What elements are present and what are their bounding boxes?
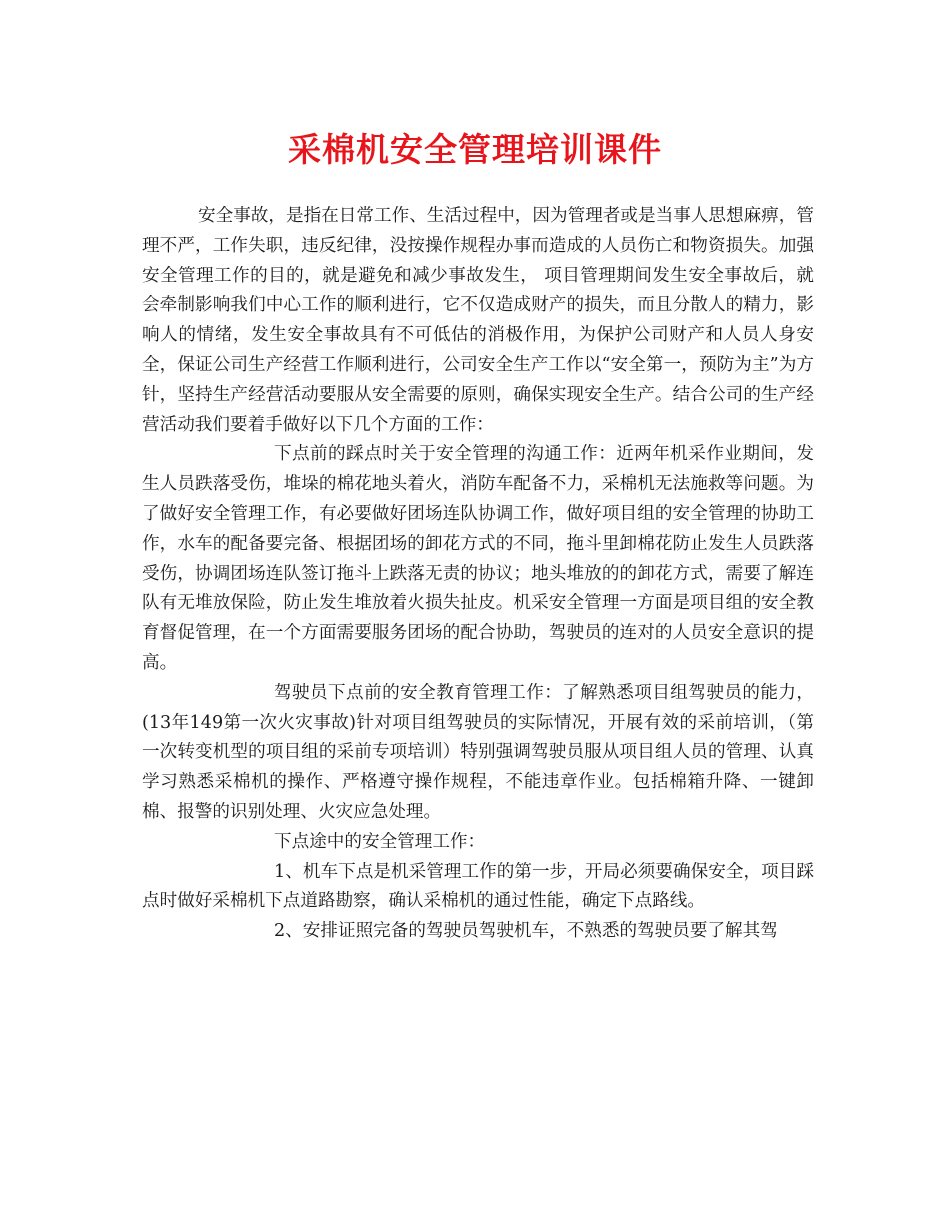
paragraph-en-route-heading: 下点途中的安全管理工作： bbox=[274, 831, 486, 852]
document-body bbox=[142, 202, 814, 947]
document-title: 采棉机安全管理培训课件 bbox=[288, 130, 662, 169]
paragraph-item-1: 1、机车下点是机采管理工作的第一步，开局必须要确保安全，项目踩点时做好采棉机下点道路勘察，确认采棉机的通过性能，确定下点路线。 bbox=[142, 861, 814, 912]
paragraph-item-2: 2、安排证照完备的驾驶员驾驶机车，不熟悉的驾驶员要了解其驾 bbox=[274, 921, 778, 942]
paragraph-intro: 安全事故，是指在日常工作、生活过程中，因为管理者或是当事人思想麻痹，管理不严，工作失职，违反纪律，没按操作规程办事而造成的人员伤亡和物资损失。加强安全管理工作的目的，就是避免和减少事故发生， 项目管理期间发生安全事故后，就会牵制影响我们中心工作的顺利进行，它不仅造成财产的损失，而且分散人的精力，影响人的情绪，发生安全事故具有不可低估的消极作用，为保护公司财产和人员人身安全，保证公司生产经营工作顺利进行，公司安全生产工作以“安全第一，预防为主”为方针，坚持生产经营活动要服从安全需要的原则，确保实现安全生产。结合公司的生产经营活动我们要着手做好以下几个方面的工作： bbox=[142, 206, 814, 435]
paragraph-driver-training: 驾驶员下点前的安全教育管理工作：了解熟悉项目组驾驶员的能力，(13年149第一次火灾事故)针对项目组驾驶员的实际情况，开展有效的采前培训，（第一次转变机型的项目组的采前专项培训）特别强调驾驶员服从项目组人员的管理、认真学习熟悉采棉机的操作、严格遵守操作规程，不能违章作业。包括棉箱升降、一键卸棉、报警的识别处理、火灾应急处理。 bbox=[142, 682, 814, 822]
paragraph-pre-survey: 下点前的踩点时关于安全管理的沟通工作：近两年机采作业期间，发生人员跌落受伤，堆垛的棉花地头着火，消防车配备不力，采棉机无法施救等问题。为了做好安全管理工作，有必要做好团场连队协调工作，做好项目组的安全管理的协助工作，水车的配备要完备、根据团场的卸花方式的不同，拖斗里卸棉花防止发生人员跌落受伤，协调团场连队签订拖斗上跌落无责的协议；地头堆放的的卸花方式，需要了解连队有无堆放保险，防止发生堆放着火损失扯皮。机采安全管理一方面是项目组的安全教育督促管理，在一个方面需要服务团场的配合协助，驾驶员的连对的人员安全意识的提高。 bbox=[142, 444, 814, 673]
